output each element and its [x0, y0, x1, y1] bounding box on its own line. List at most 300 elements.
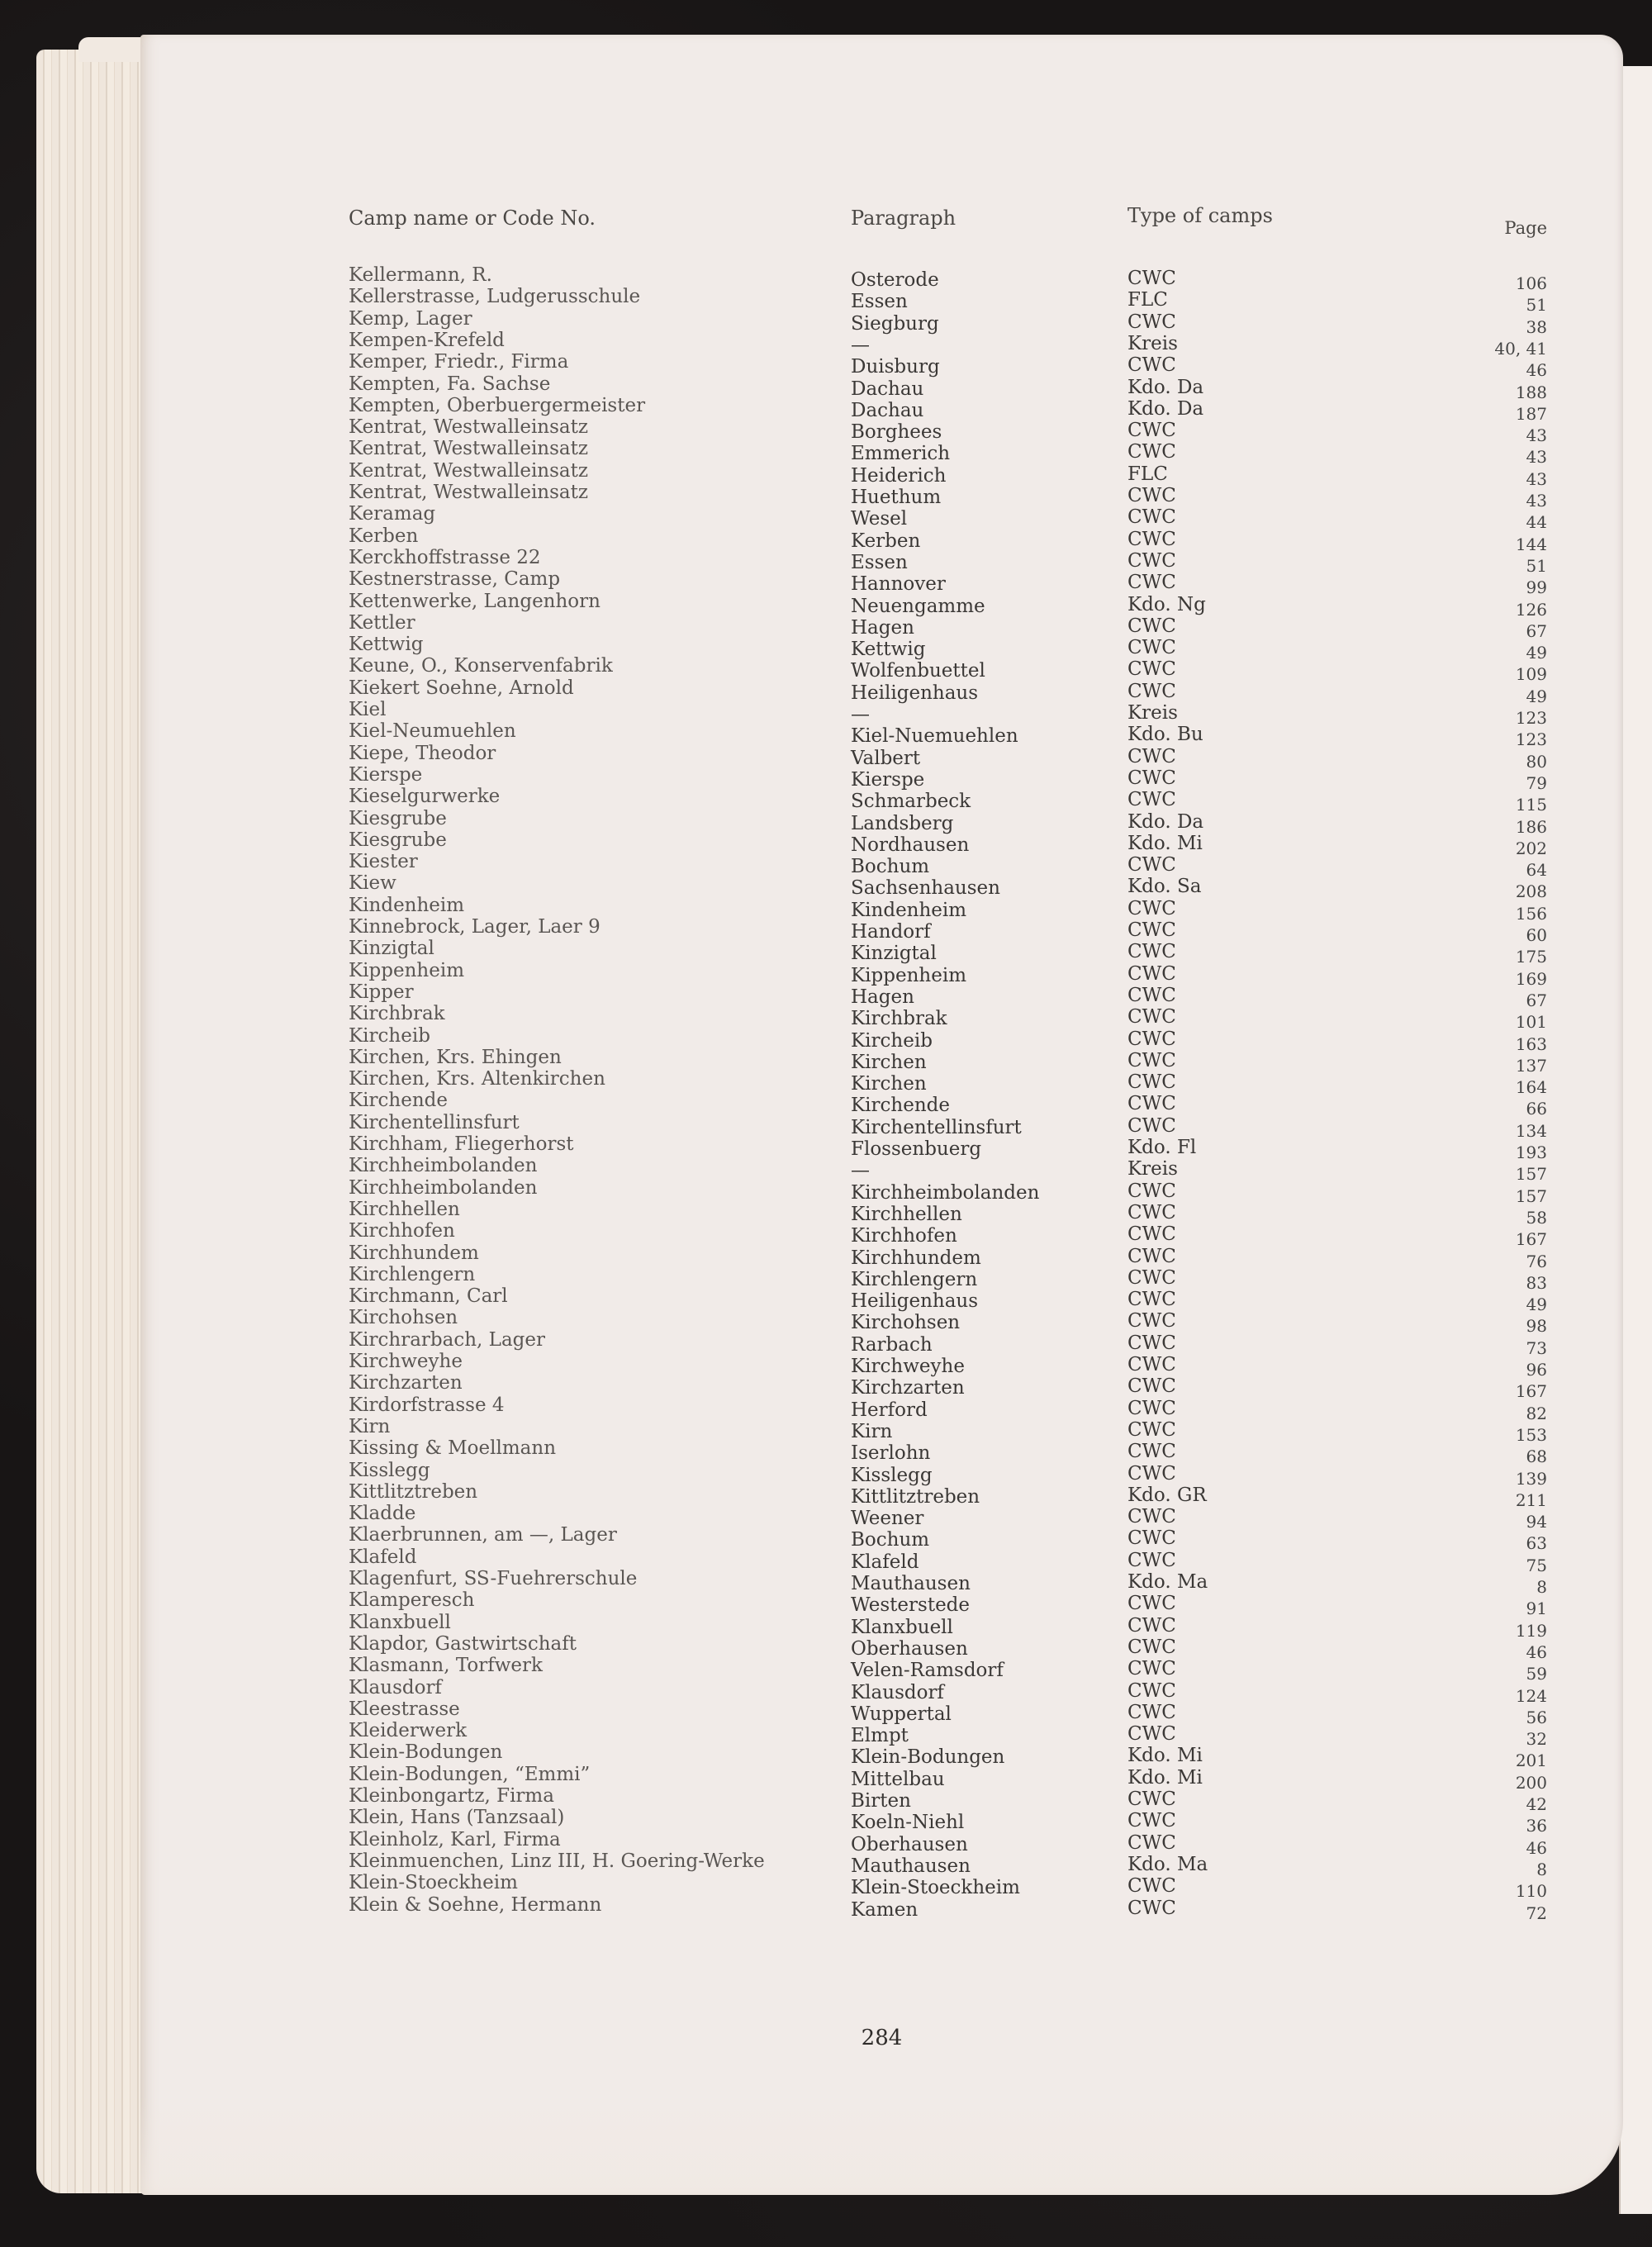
camp-name: Klein, Hans (Tanzsaal) [349, 1807, 565, 1829]
camp-name: Kirchzarten [349, 1372, 463, 1394]
paragraph: Handorf [851, 921, 931, 943]
page-ref: 137 [1515, 1055, 1547, 1076]
index-row [140, 1351, 1623, 1380]
camp-type: CWC [1127, 1201, 1176, 1223]
stacked-page-edges [36, 50, 144, 2193]
paragraph: Kirchhellen [851, 1203, 962, 1225]
paragraph: Kamen [851, 1898, 919, 1921]
paragraph: Osterode [851, 269, 939, 291]
index-row [140, 1546, 1623, 1575]
camp-name: Kellerstrasse, Ludgerusschule [349, 286, 641, 308]
index-row [140, 829, 1623, 858]
camp-type: Kdo. Mi [1127, 1745, 1203, 1767]
camp-type: CWC [1127, 1093, 1176, 1115]
paragraph: Weener [851, 1508, 924, 1530]
paragraph: Duisburg [851, 356, 940, 378]
camp-name: Klagenfurt, SS-Fuehrerschule [349, 1568, 638, 1589]
camp-name: Kiel-Neumuehlen [349, 720, 516, 743]
camp-type: CWC [1127, 1114, 1176, 1137]
camp-name: Klein & Soehne, Hermann [349, 1893, 602, 1916]
camp-type: CWC [1127, 485, 1176, 506]
camp-type: Kdo. Ma [1127, 1571, 1208, 1593]
camp-name: Kiel [349, 699, 387, 720]
camp-name: Kettwig [349, 634, 424, 656]
camp-type: CWC [1127, 1810, 1176, 1832]
paragraph: Kirchlengern [851, 1268, 978, 1290]
page-ref: 208 [1515, 881, 1547, 902]
index-row [140, 699, 1623, 728]
page-ref: 186 [1515, 816, 1547, 837]
index-row [140, 1263, 1623, 1293]
camp-type: CWC [1127, 1723, 1176, 1746]
camp-type: CWC [1127, 941, 1176, 963]
page-ref: 51 [1526, 555, 1547, 576]
camp-name: Kentrat, Westwalleinsatz [349, 416, 588, 439]
camp-type: CWC [1127, 658, 1176, 681]
camp-name: Kirchrarbach, Lager [349, 1328, 545, 1351]
camp-name: Kiekert Soehne, Arnold [349, 677, 574, 699]
index-row [140, 1068, 1623, 1098]
camp-name: Keune, O., Konservenfabrik [349, 655, 613, 677]
paragraph: Kirchhundem [851, 1247, 981, 1269]
paragraph: Klafeld [851, 1551, 919, 1573]
paragraph: Heiderich [851, 464, 947, 487]
camp-name: Klafeld [349, 1546, 417, 1568]
page-ref: 75 [1526, 1555, 1547, 1575]
camp-name: Kirchham, Fliegerhorst [349, 1133, 574, 1155]
paragraph: Kinzigtal [851, 943, 937, 965]
camp-name: Klapdor, Gastwirtschaft [349, 1632, 577, 1655]
camp-type: CWC [1127, 1180, 1176, 1202]
page-ref: 157 [1515, 1164, 1547, 1185]
paragraph: Sachsenhausen [851, 877, 1000, 900]
index-row [140, 1198, 1623, 1228]
index-row [140, 763, 1623, 793]
paragraph: Kirchende [851, 1095, 950, 1117]
camp-name: Kieselgurwerke [349, 786, 501, 808]
page-ref: 59 [1526, 1664, 1547, 1684]
paragraph: Velen-Ramsdorf [851, 1660, 1004, 1682]
index-row [140, 655, 1623, 685]
camp-type: CWC [1127, 615, 1176, 637]
camp-type: CWC [1127, 1223, 1176, 1246]
paragraph: Kiel-Nuemuehlen [851, 725, 1018, 748]
paragraph: Kirchzarten [851, 1377, 965, 1399]
page-ref: 156 [1515, 903, 1547, 924]
column-header-page: Page [1504, 218, 1547, 238]
index-row [140, 1024, 1623, 1054]
index-row [140, 1698, 1623, 1727]
index-row [140, 286, 1623, 316]
camp-name: Kipper [349, 981, 414, 1003]
column-header-camp-name: Camp name or Code No. [349, 207, 596, 230]
camp-type: CWC [1127, 1593, 1176, 1615]
index-row [140, 394, 1623, 424]
camp-type: Kdo. GR [1127, 1484, 1207, 1506]
index-row [140, 894, 1623, 924]
page-ref: 8 [1536, 1859, 1547, 1879]
page-ref: 163 [1515, 1033, 1547, 1054]
page-ref: 99 [1526, 577, 1547, 598]
camp-name: Kirchende [349, 1090, 448, 1112]
page-ref: 201 [1515, 1751, 1547, 1771]
paragraph: Kirchen [851, 1073, 927, 1095]
page-ref: 44 [1526, 512, 1547, 533]
page-ref: 83 [1526, 1272, 1547, 1293]
index-row [140, 1307, 1623, 1337]
page-ref: 94 [1526, 1512, 1547, 1532]
camp-name: Kittlitztreben [349, 1480, 478, 1503]
index-row [140, 438, 1623, 468]
camp-type: CWC [1127, 1354, 1176, 1375]
paragraph: Valbert [851, 747, 921, 769]
paragraph: Klausdorf [851, 1681, 944, 1703]
camp-name: Kleinbongartz, Firma [349, 1785, 554, 1807]
camp-type: CWC [1127, 854, 1176, 876]
index-row [140, 1415, 1623, 1445]
page-ref: 8 [1536, 1577, 1547, 1597]
page-ref: 43 [1526, 468, 1547, 489]
camp-name: Kerckhoffstrasse 22 [349, 546, 541, 568]
page-ref: 64 [1526, 860, 1547, 881]
paragraph: Emmerich [851, 443, 951, 465]
index-row [140, 1111, 1623, 1141]
index-row [140, 1155, 1623, 1185]
index-row [140, 1524, 1623, 1554]
page-ref: 157 [1515, 1185, 1547, 1206]
camp-name: Kiesgrube [349, 807, 447, 829]
page-ref: 123 [1515, 708, 1547, 728]
camp-name: Klein-Bodungen, “Emmi” [349, 1763, 591, 1785]
index-row [140, 916, 1623, 945]
camp-type: CWC [1127, 268, 1176, 289]
page-ref: 43 [1526, 491, 1547, 511]
index-row [140, 1176, 1623, 1206]
paragraph: Kippenheim [851, 964, 966, 986]
paragraph: Elmpt [851, 1725, 909, 1747]
camp-name: Klein-Bodungen [349, 1741, 503, 1764]
paragraph: Klanxbuell [851, 1616, 953, 1638]
index-row [140, 1480, 1623, 1510]
camp-name: Kirchhundem [349, 1242, 479, 1264]
camp-type: CWC [1127, 1418, 1176, 1441]
camp-type: Kdo. Mi [1127, 1766, 1203, 1789]
camp-name: Kirchhellen [349, 1198, 460, 1220]
index-row [140, 307, 1623, 337]
camp-name: Klausdorf [349, 1676, 442, 1698]
camp-type: CWC [1127, 572, 1176, 594]
index-row [140, 807, 1623, 837]
camp-type: CWC [1127, 1636, 1176, 1658]
page-ref: 109 [1515, 664, 1547, 685]
index-row [140, 1850, 1623, 1879]
page-ref: 46 [1526, 1837, 1547, 1858]
column-header-type: Type of camps [1127, 204, 1273, 227]
camp-name: Kemp, Lager [349, 307, 472, 330]
index-row [140, 872, 1623, 902]
paragraph: Dachau [851, 399, 924, 421]
camp-type: CWC [1127, 1397, 1176, 1419]
index-row [140, 482, 1623, 511]
camp-name: Kirchen, Krs. Altenkirchen [349, 1068, 605, 1090]
camp-name: Kiester [349, 851, 418, 873]
paragraph: Koeln-Niehl [851, 1812, 965, 1834]
camp-name: Kestnerstrasse, Camp [349, 568, 561, 591]
paragraph: Heiligenhaus [851, 682, 979, 704]
index-row [140, 1133, 1623, 1162]
camp-name: Kirchen, Krs. Ehingen [349, 1046, 562, 1068]
camp-type: CWC [1127, 354, 1176, 377]
camp-name: Kemper, Friedr., Firma [349, 351, 569, 373]
camp-type: CWC [1127, 1549, 1176, 1571]
paragraph: Birten [851, 1790, 911, 1812]
index-row [140, 1372, 1623, 1402]
paragraph: Kirchheimbolanden [851, 1181, 1040, 1204]
paragraph: Iserlohn [851, 1442, 931, 1465]
page-ref: 49 [1526, 686, 1547, 706]
page-ref: 68 [1526, 1447, 1547, 1467]
index-row [140, 938, 1623, 967]
index-row [140, 1741, 1623, 1771]
index-row [140, 459, 1623, 489]
camp-type: CWC [1127, 984, 1176, 1006]
paragraph: Kisslegg [851, 1464, 933, 1486]
paragraph: Kirchweyhe [851, 1356, 965, 1377]
page-ref: 187 [1515, 403, 1547, 424]
index-row [140, 611, 1623, 641]
paragraph: — [851, 334, 870, 356]
camp-name: Kierspe [349, 763, 423, 786]
camp-type: CWC [1127, 745, 1176, 767]
camp-type: CWC [1127, 1245, 1176, 1267]
camp-type: Kreis [1127, 702, 1178, 724]
camp-type: Kdo. Fl [1127, 1137, 1197, 1158]
index-row [140, 1655, 1623, 1684]
column-header-paragraph: Paragraph [851, 207, 957, 230]
camp-type: FLC [1127, 463, 1168, 485]
index-row [140, 1242, 1623, 1271]
paragraph: Kirchohsen [851, 1312, 961, 1334]
paragraph: Neuengamme [851, 595, 985, 617]
camp-type: CWC [1127, 1527, 1176, 1550]
page-ref: 36 [1526, 1816, 1547, 1836]
camp-type: Kdo. Mi [1127, 832, 1203, 854]
page-ref: 56 [1526, 1707, 1547, 1727]
page-ref: 38 [1526, 316, 1547, 337]
camp-name: Kisslegg [349, 1459, 430, 1481]
page-ref: 96 [1526, 1360, 1547, 1380]
page-ref: 72 [1526, 1903, 1547, 1923]
page-ref: 82 [1526, 1403, 1547, 1423]
page-ref: 134 [1515, 1120, 1547, 1141]
index-row [140, 1676, 1623, 1706]
camp-name: Kircheib [349, 1024, 430, 1047]
paragraph: Klein-Stoeckheim [851, 1877, 1020, 1899]
camp-type: CWC [1127, 897, 1176, 919]
page-ref: 200 [1515, 1772, 1547, 1793]
index-row [140, 1589, 1623, 1619]
index-row [140, 786, 1623, 815]
camp-type: Kdo. Da [1127, 810, 1204, 833]
camp-name: Kladde [349, 1503, 416, 1525]
paragraph: Schmarbeck [851, 791, 971, 813]
camp-type: CWC [1127, 1679, 1176, 1702]
camp-type: CWC [1127, 311, 1176, 333]
paragraph: Oberhausen [851, 1637, 968, 1660]
index-row [140, 503, 1623, 533]
page-ref: 91 [1526, 1599, 1547, 1619]
paragraph: Kierspe [851, 768, 925, 791]
camp-type: Kdo. Bu [1127, 724, 1203, 746]
camp-name: Kentrat, Westwalleinsatz [349, 438, 588, 460]
index-row [140, 1720, 1623, 1750]
camp-name: Kirchheimbolanden [349, 1176, 538, 1199]
index-row [140, 1328, 1623, 1358]
camp-name: Kentrat, Westwalleinsatz [349, 482, 588, 503]
page-ref: 123 [1515, 729, 1547, 750]
camp-type: CWC [1127, 962, 1176, 985]
paragraph: Hannover [851, 573, 946, 596]
camp-name: Kinzigtal [349, 938, 434, 960]
index-row [140, 981, 1623, 1010]
paragraph: Essen [851, 551, 908, 573]
page-ref: 42 [1526, 1794, 1547, 1814]
page-ref: 153 [1515, 1424, 1547, 1445]
page-ref: 60 [1526, 925, 1547, 945]
index-row [140, 525, 1623, 554]
page-ref: 46 [1526, 360, 1547, 381]
camp-type: CWC [1127, 789, 1176, 811]
camp-type: CWC [1127, 767, 1176, 789]
camp-name: Kellermann, R. [349, 264, 492, 286]
page-ref: 119 [1515, 1620, 1547, 1641]
index-row [140, 1046, 1623, 1076]
page-ref: 49 [1526, 643, 1547, 663]
page-ref: 67 [1526, 990, 1547, 1010]
camp-name: Kiesgrube [349, 829, 447, 851]
paragraph: Westerstede [851, 1594, 971, 1617]
page-ref: 115 [1515, 795, 1547, 815]
camp-name: Kerben [349, 525, 419, 547]
camp-type: CWC [1127, 637, 1176, 659]
page-ref: 193 [1515, 1143, 1547, 1162]
book-page [140, 35, 1623, 2195]
camp-name: Kirchentellinsfurt [349, 1111, 520, 1133]
index-row [140, 1611, 1623, 1641]
page-ref: 51 [1526, 295, 1547, 316]
camp-type: CWC [1127, 1462, 1176, 1485]
camp-type: CWC [1127, 1614, 1176, 1637]
page-ref: 66 [1526, 1099, 1547, 1119]
page-ref: 124 [1515, 1685, 1547, 1706]
page-ref: 211 [1515, 1489, 1547, 1510]
camp-name: Klamperesch [349, 1589, 475, 1612]
page-ref: 63 [1526, 1533, 1547, 1554]
page-ref: 43 [1526, 447, 1547, 468]
page-ref: 43 [1526, 425, 1547, 446]
camp-name: Keramag [349, 503, 436, 525]
camp-name: Kirchweyhe [349, 1351, 463, 1372]
page-ref: 175 [1515, 947, 1547, 967]
page-ref: 167 [1515, 1229, 1547, 1250]
page-ref: 40, 41 [1494, 338, 1547, 359]
camp-type: CWC [1127, 1332, 1176, 1354]
facing-page-edge [1619, 66, 1652, 2214]
camp-type: CWC [1127, 1266, 1176, 1289]
camp-name: Klanxbuell [349, 1611, 451, 1633]
paragraph: Rarbach [851, 1333, 933, 1356]
index-row [140, 329, 1623, 359]
camp-name: Kirdorfstrasse 4 [349, 1394, 505, 1416]
index-row [140, 568, 1623, 598]
page-ref: 126 [1515, 599, 1547, 620]
index-row [140, 590, 1623, 620]
index-row [140, 1785, 1623, 1814]
index-row [140, 1459, 1623, 1489]
camp-name: Kirchmann, Carl [349, 1285, 508, 1308]
paragraph: Hagen [851, 616, 914, 639]
camp-name: Kettler [349, 611, 415, 634]
paragraph: Kirchentellinsfurt [851, 1116, 1022, 1138]
page-ref: 188 [1515, 382, 1547, 402]
camp-name: Kiepe, Theodor [349, 742, 496, 764]
index-row [140, 1220, 1623, 1250]
page-ref: 80 [1526, 751, 1547, 772]
paragraph: Oberhausen [851, 1833, 968, 1855]
paragraph: Heiligenhaus [851, 1290, 979, 1313]
camp-type: CWC [1127, 528, 1176, 550]
paragraph: Wolfenbuettel [851, 660, 985, 682]
index-row [140, 1437, 1623, 1467]
page-ref: 164 [1515, 1077, 1547, 1098]
camp-name: Kempten, Oberbuergermeister [349, 394, 646, 416]
page-ref: 139 [1515, 1468, 1547, 1489]
page-ref: 144 [1515, 534, 1547, 554]
index-row [140, 373, 1623, 402]
page-ref: 46 [1526, 1641, 1547, 1662]
camp-type: CWC [1127, 1701, 1176, 1723]
index-row [140, 720, 1623, 750]
page-ref: 202 [1515, 838, 1547, 858]
camp-name: Kleinholz, Karl, Firma [349, 1828, 561, 1850]
camp-type: CWC [1127, 1789, 1176, 1810]
page-ref: 73 [1526, 1337, 1547, 1358]
paragraph: Wesel [851, 508, 908, 530]
camp-type: CWC [1127, 680, 1176, 702]
paragraph: Kittlitztreben [851, 1485, 980, 1508]
camp-type: CWC [1127, 1831, 1176, 1854]
index-row [140, 1503, 1623, 1532]
camp-name: Kippenheim [349, 959, 464, 981]
page-ref: 110 [1515, 1881, 1547, 1902]
camp-type: CWC [1127, 1310, 1176, 1333]
index-row [140, 742, 1623, 772]
index-row [140, 546, 1623, 576]
camp-type: Kdo. Da [1127, 397, 1204, 420]
camp-type: CWC [1127, 1375, 1176, 1398]
camp-name: Kirchhofen [349, 1220, 455, 1242]
camp-name: Kirchbrak [349, 1003, 445, 1025]
camp-name: Kiew [349, 872, 396, 895]
camp-name: Klaerbrunnen, am —, Lager [349, 1524, 617, 1546]
camp-name: Kindenheim [349, 894, 465, 916]
page-ref: 49 [1526, 1295, 1547, 1315]
camp-name: Kleiderwerk [349, 1720, 468, 1742]
page-ref: 67 [1526, 620, 1547, 641]
camp-name: Kirchheimbolanden [349, 1155, 538, 1177]
camp-type: CWC [1127, 441, 1176, 463]
paragraph: Borghees [851, 421, 942, 444]
